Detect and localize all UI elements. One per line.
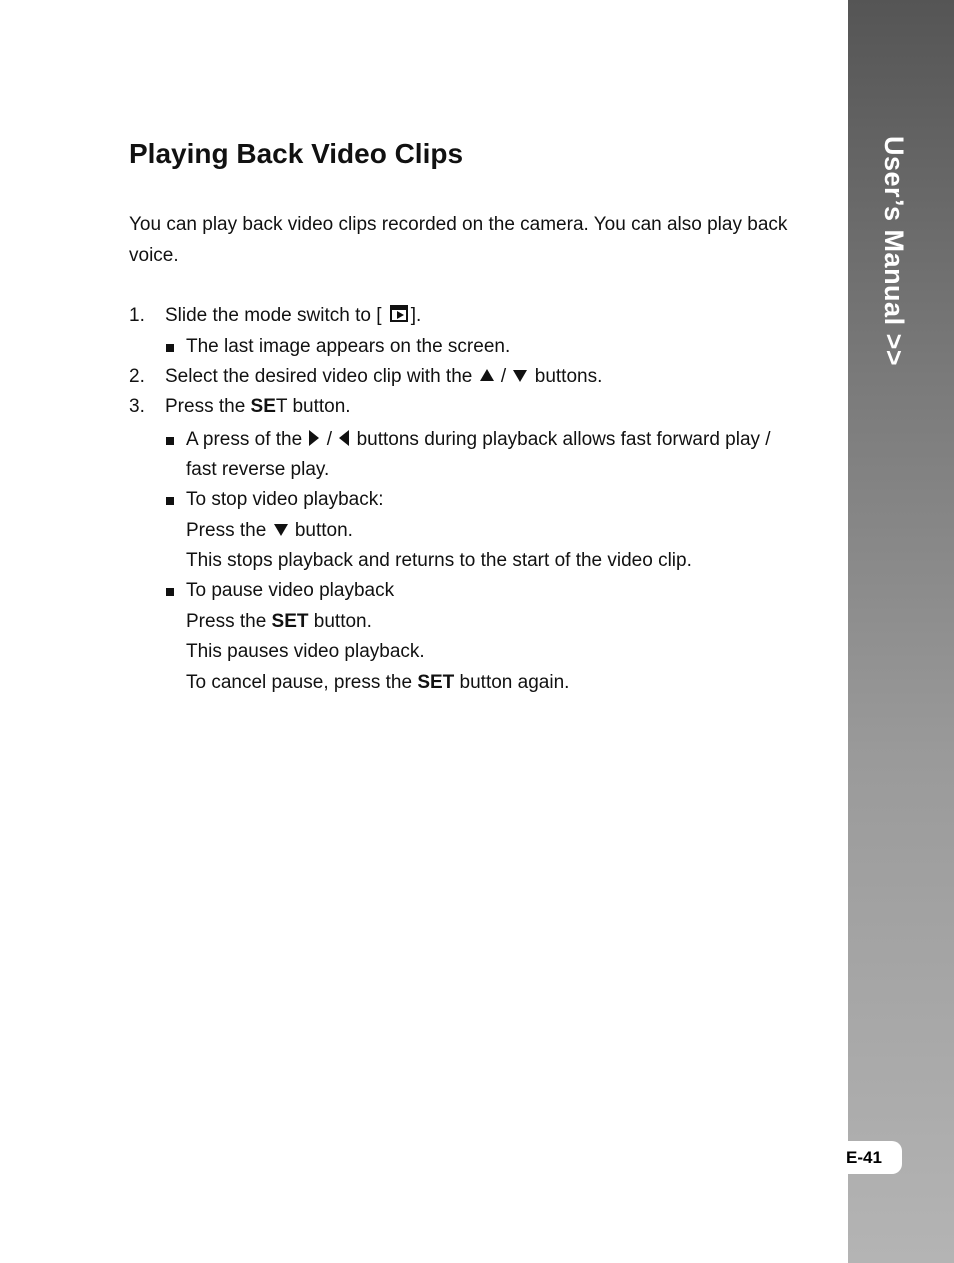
page-number: E-41 <box>846 1141 902 1174</box>
step-number: 1. <box>129 305 145 326</box>
list-item-continuation: fast reverse play. <box>186 459 330 480</box>
list-item-detail: Press the SET button. <box>186 611 372 632</box>
down-arrow-icon <box>274 524 288 536</box>
list-item-detail: This stops playback and returns to the start of the video clip. <box>186 550 692 571</box>
step-text: Press the SET button. <box>165 396 351 417</box>
bullet-square-icon <box>166 437 174 445</box>
up-arrow-icon <box>480 369 494 381</box>
step-text: Slide the mode switch to [ ]. <box>165 305 422 326</box>
intro-paragraph: You can play back video clips recorded on the camera. You can also play back voice. <box>129 214 788 266</box>
left-arrow-icon <box>339 430 349 446</box>
page-title: Playing Back Video Clips <box>129 138 464 169</box>
step-number: 2. <box>129 366 145 387</box>
list-item-detail: To cancel pause, press the SET button again. <box>186 672 570 693</box>
bullet-square-icon <box>166 588 174 596</box>
playback-mode-icon <box>390 308 408 322</box>
sidebar-title: User’s Manual >> <box>879 136 909 367</box>
list-item-detail: This pauses video playback. <box>186 641 425 662</box>
bullet-square-icon <box>166 497 174 505</box>
down-arrow-icon <box>513 370 527 382</box>
right-arrow-icon <box>309 430 319 446</box>
step-number: 3. <box>129 396 145 417</box>
bullet-square-icon <box>166 344 174 352</box>
list-item-detail: Press the button. <box>186 520 353 541</box>
step-text: Select the desired video clip with the / buttons. <box>165 366 603 387</box>
